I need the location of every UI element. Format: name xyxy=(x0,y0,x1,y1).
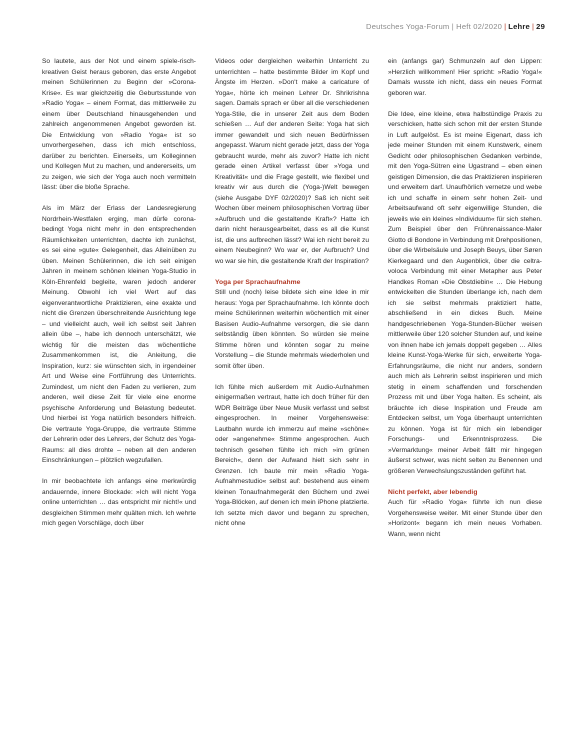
publication-name: Deutsches Yoga-Forum | Heft 02/2020 xyxy=(366,22,503,31)
paragraph: Auch für »Radio Yoga« führte ich nun diese Vorgehensweise weiter. Mit einer Stunde über den »Horizont« begann ich mein neues Vorhaben. Wann, wenn nicht xyxy=(388,499,542,538)
paragraph: Still und (noch) leise bildete sich eine Idee in mir heraus: Yoga per Sprachaufnahme. Ich könnte doch meine Schülerinnen weiterhin wöchentlich mit einer Basisen Audio-Aufnahme versorgen, die sie dann selbständig üben könnten. So würden sie meine Stimme hören und könnten sogar zu meine Vorstellung – die Stunde mehrmals wiederholen und somit öfter üben. xyxy=(215,289,369,370)
page-header xyxy=(366,22,545,31)
article-body xyxy=(42,57,542,727)
paragraph: Videos oder dergleichen weiterhin Unterricht zu unterrichten – hatte bestimmte Bilder im Kopf und Ängste im Herzen. »Don't make a caricature of Yoga«, hörte ich meinen Lehrer Dr. Shrikrishna sagen. Damals sprach er über all die verschiedenen Yoga-Stile, die in unserer Zeit aus dem Boden schießen … Auf der anderen Seite: Yoga hat sich immer gewandelt und sich neuen Bedürfnissen angepasst. Warum nicht gerade jetzt, dass der Yoga gebraucht wurde, mehr als zuvor? Hatte ich nicht gerade einen Artikel verfasst über »Yoga und Kreativität« und die Frage gestellt, wie flexibel und kreativ wir aus durch die (Yoga-)Welt bewegen (siehe Ausgabe DYF 02/2020)? Saß ich nicht seit Wochen über meinem philosophischen Vortrag über »Aufbruch und die gestaltende Kraft«? Hatte ich darin nicht herausgearbeitet, dass es all die Kunst ist, die uns aufbrechen lässt? Wai ich nicht bereit zu einem Neubeginn? Wo war er, der Aufbruch? Und wo war sie hin, die gestaltende Kraft der Inspiration? xyxy=(215,58,369,265)
section-name: Lehre xyxy=(508,22,530,31)
subheading: Yoga per Sprachaufnahme xyxy=(215,278,301,286)
column-2 xyxy=(215,57,369,727)
column-1 xyxy=(42,57,196,727)
column-3 xyxy=(388,57,542,727)
paragraph: Ich fühlte mich außerdem mit Audio-Aufnahmen einigermaßen vertraut, hatte ich doch früher für den WDR Beiträge über Neue Musik verfasst und selbst eingesprochen. In meiner Vorgehensweise: Lautbahn wurde ich immerzu auf meine »schöne« oder »angenehme« Stimme angesprochen. Auch technisch gesehen fühlte ich mich »im grünen Bereich«, denn der Aufwand hielt sich sehr in Grenzen. Ich baute mir mein »Radio Yoga-Aufnahmestudio« selbst auf: bestehend aus einem kleinen Tonaufnahmegerät den Büchern und zwei Yoga-Blöcken, auf denen ich mein iPhone platzierte. Ich setzte mich davor und begann zu sprechen, nicht ohne xyxy=(215,383,369,527)
subheading: Nicht perfekt, aber lebendig xyxy=(388,488,478,496)
paragraph: Als im März der Erlass der Landesregierung Nordrhein-Westfalen erging, man dürfe corona-bedingt Yoga nicht mehr in den entsprechenden Räumlichkeiten unterrichten, dachte ich zunächst, es sei eine »gute« Gelegenheit, das Alleinüben zu üben. Meinen Schülerinnen, die ich seit einigen Jahren in meinem schönen kleinen Yoga-Studio in Köln-Ehrenfeld begleite, waren jedoch anderer Meinung. Obwohl ich viel Wert auf das eigenverantwortliche Praktizieren, eine exakte und nicht die Grenzen überschreitende Ausrichtung lege – und vielleicht auch, weil ich selbst seit Jahren allein übe –, habe ich dennoch unterschätzt, wie wichtig für die meisten das wöchentliche Zusammenkommen ist, die Anleitung, die Inspiration, kurz: sie wünschten sich, in irgendeiner Art und Weise eine Fortführung des Unterrichts. Zumindest, um nicht den Faden zu verlieren, zum anderen, weil diese Zeit für viele eine enorme psychische Anforderung und Belastung bedeutet. Und hierbei ist Yoga natürlich besonders hilfreich. Die vertraute Yoga-Gruppe, die vertraute Stimme der Lehrerin oder des Lehrers, der Schutz des Yoga-Raums: all dies drohte – neben all den anderen Einschränkungen – plötzlich wegzufallen. xyxy=(42,205,196,464)
header-separator: | xyxy=(504,22,507,31)
paragraph: ein (anfangs gar) Schmunzeln auf den Lippen: »Herzlich willkommen! Hier spricht: »Radio Yoga!« Damals wusste ich nicht, dass ein neues Format geboren war. xyxy=(388,58,542,97)
paragraph: So lautete, aus der Not und einem spiele-risch-kreativen Geist heraus geboren, das erste Angebot meinen Schülerinnen zu Beginn der »Corona-Krise«. Es war gleichzeitig die Geburtsstunde von »Radio Yoga« – einem Format, das mittlerweile zu einem über Deutschland hinausgehenden und zahlreich angenommenen Angebot geworden ist. Die Entwicklung von »Radio Yoga« ist so unvorhergesehen, dass ich mich entschloss, darüber zu berichten. Einerseits, um Kolleginnen und Kollegen Mut zu machen, und andererseits, um zu zeigen, wie sich der Yoga auch noch vermitteln lässt: über die bloße Sprache. xyxy=(42,58,196,191)
paragraph: In mir beobachtete ich anfangs eine merkwürdig andauernde, innere Blockade: »Ich will nicht Yoga online unterrichten … das entspricht mir nicht!« und desgleichen Stimmen mehr quälten mich. Ich wehrte mich gegen Vorschläge, doch über xyxy=(42,478,196,527)
paragraph: Die Idee, eine kleine, etwa halbstündige Praxis zu verschicken, hatte sich schon mit der ersten Stunde in Luft aufgelöst. Es ist meine Eigenart, dass ich jede meiner Stunden mit einem Kunstwerk, einem Gedicht oder philosophischen Gedanken verbinde, mit den Yoga-Sütren eine Ugastrand – eben einen geistigen Dimension, die das Praktizieren inspirieren und erweitern darf. Unaufhörlich vernetze und webe ich und schaffe in einem sehr hohen Zeit- und Arbeitsaufwand oft sehr eigenwillige Stunden, die jeweils wie ein kleines »Individuum« für sich stehen. Zum Beispiel über den Frührenaissance-Maler Giotto di Bondone in Verbindung mit Drehpositionen, über die Wirbelsäule und Joseph Beuys, über Søren Kierkegaard und den Augenblick, über die celtra-voloca Verbindung mit einer Metapher aus Peter Handkes Roman »Die Obstdiebin« … Die Hebung entwickelten die Stunden überlange ich, nach dem ich sie selbst mehrmals praktiziert hatte, abschließend in ein dickes Buch. Meine handgeschriebenen Yoga-Stunden-Bücher weisen mittlerweile über 120 solcher Stunden auf, und keine von ihnen habe ich jemals doppelt gegeben … Alles kleine Kunst-Yoga-Werke für sich, erweiterte Yoga-Erfahrungsräume, die nicht nur anders, sondern auch mich als Lehrerin selbst inspirieren und mich stetig in einem schaffenden und forschenden Prozess mit und über Yoga halten. Es scheint, als bräuchte ich diese Inspiration und Freude am Entdecken selbst, um Yoga überhaupt unterrichten zu können. Yoga ist für mich ein lebendiger Forschungs- und Erkenntnisprozess. Die »Vermarktung« meiner Arbeit fällt mir hingegen äußerst schwer, was nicht selten zu Benennen und größeren Verwechslungszuständen geführt hat. xyxy=(388,110,542,475)
page-number: 29 xyxy=(536,22,545,31)
header-separator: | xyxy=(531,22,535,31)
